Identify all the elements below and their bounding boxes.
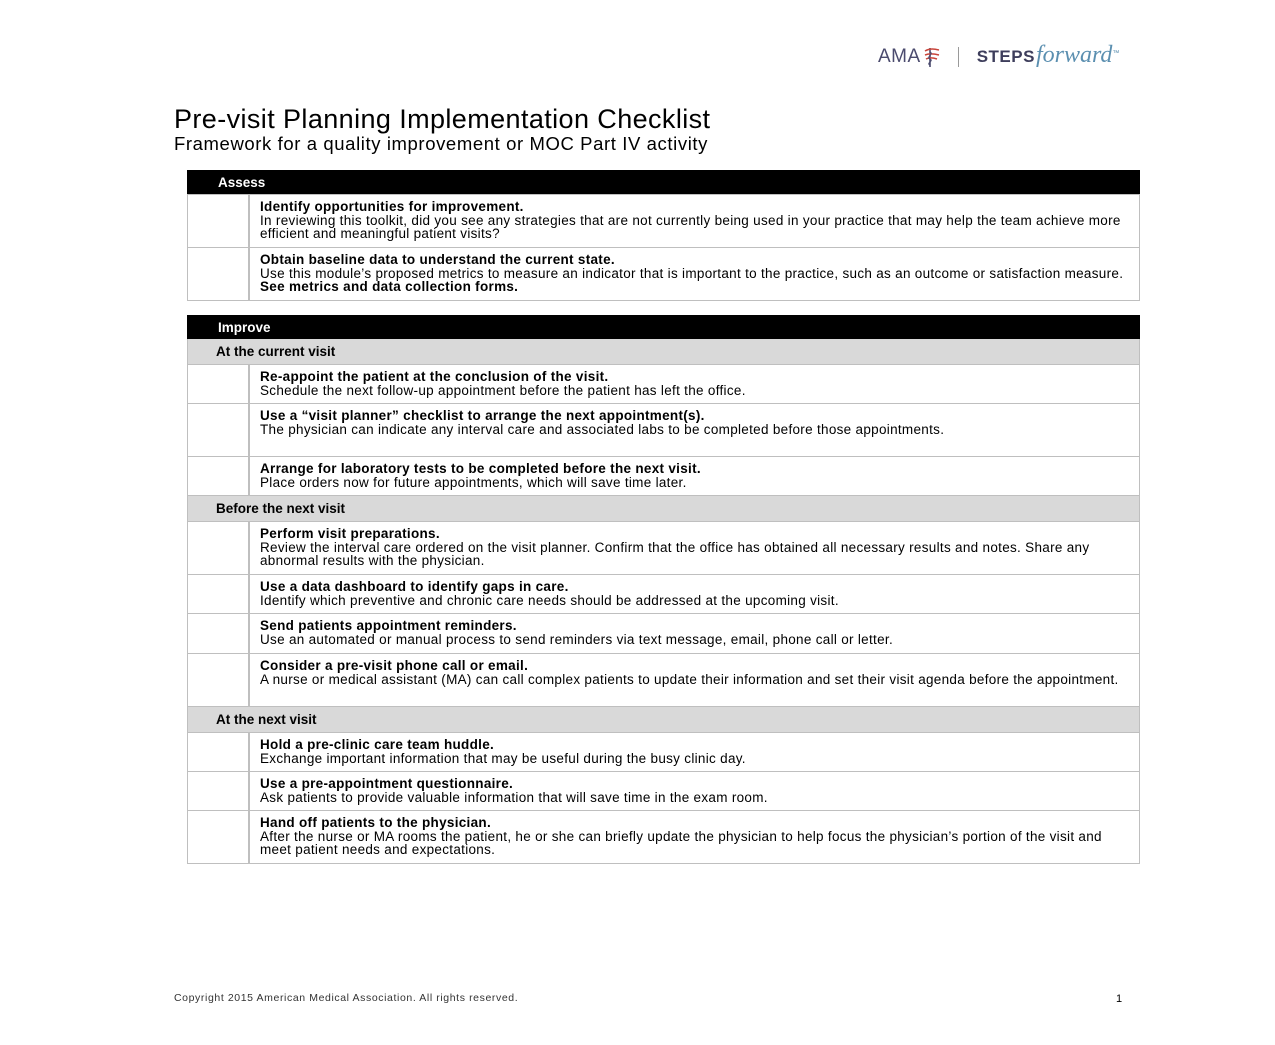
copyright-footer: Copyright 2015 American Medical Association. All rights reserved. — [174, 992, 519, 1004]
checklist-row — [187, 364, 1140, 404]
checklist-item — [250, 248, 1139, 300]
checklist-row — [187, 654, 1140, 707]
checklist-item — [250, 522, 1139, 574]
improve-header: Improve — [187, 315, 1140, 339]
ama-stepsforward-logo — [878, 40, 1119, 74]
page-number: 1 — [1116, 993, 1123, 1005]
checkbox-cell[interactable] — [188, 811, 250, 863]
item-text: The physician can indicate any interval care and associated labs to be completed before those appointments. — [260, 421, 945, 437]
subheading-current-visit: At the current visit — [187, 339, 1140, 364]
item-heading: Re-appoint the patient at the conclusion of the visit. — [260, 369, 609, 384]
checklist-row — [187, 811, 1140, 864]
checkbox-cell[interactable] — [188, 457, 250, 495]
checklist-row — [187, 575, 1140, 614]
item-heading: Send patients appointment reminders. — [260, 618, 517, 633]
checkbox-cell[interactable] — [188, 365, 250, 403]
checklist-row — [187, 457, 1140, 496]
item-text: After the nurse or MA rooms the patient, he or she can briefly update the physician to help focus the physician’s portion of the visit and meet patient needs and expectations. — [260, 828, 1102, 857]
checklist-item — [250, 575, 849, 613]
checkbox-cell[interactable] — [188, 772, 250, 810]
logo-ama-text: AMA — [878, 46, 921, 67]
checklist-item — [250, 195, 1139, 247]
item-text: Place orders now for future appointments, which will save time later. — [260, 474, 687, 490]
checklist-row — [187, 732, 1140, 772]
subheading-before-next-visit: Before the next visit — [187, 496, 1140, 521]
checkbox-cell[interactable] — [188, 575, 250, 613]
item-heading: Hold a pre-clinic care team huddle. — [260, 737, 495, 752]
logo-steps-text: STEPS — [976, 47, 1035, 66]
item-heading: Hand off patients to the physician. — [260, 815, 492, 830]
item-text: In reviewing this toolkit, did you see any strategies that are not currently being used in your practice that may help the team achieve more efficient and meaningful patient visits? — [260, 212, 1121, 241]
item-heading: Use a pre-appointment questionnaire. — [260, 776, 514, 791]
checklist-row — [187, 772, 1140, 811]
item-heading: Identify opportunities for improvement. — [260, 199, 524, 214]
metrics-link-text: See metrics and data collection forms. — [260, 279, 519, 294]
assess-header: Assess — [187, 170, 1140, 194]
subheading-next-visit: At the next visit — [187, 707, 1140, 732]
item-text: A nurse or medical assistant (MA) can call complex patients to update their information and set their visit agenda before the appointment. — [260, 671, 1119, 687]
checklist-item — [250, 811, 1139, 863]
caduceus-icon — [922, 46, 942, 68]
item-text: Exchange important information that may be useful during the busy clinic day. — [260, 750, 746, 766]
checklist-row — [187, 614, 1140, 654]
item-text: Review the interval care ordered on the visit planner. Confirm that the office has obtained all necessary results and notes. Share any abnormal results with the physician. — [260, 539, 1090, 568]
checklist-row — [187, 194, 1140, 248]
checklist-item — [250, 365, 756, 403]
item-heading: Use a data dashboard to identify gaps in care. — [260, 579, 569, 594]
item-text: Identify which preventive and chronic care needs should be addressed at the upcoming visit. — [260, 592, 839, 608]
item-heading: Consider a pre-visit phone call or email. — [260, 658, 529, 673]
checkbox-cell[interactable] — [188, 522, 250, 574]
checklist-item — [250, 404, 954, 456]
checkbox-cell[interactable] — [188, 195, 250, 247]
item-text: Ask patients to provide valuable information that will save time in the exam room. — [260, 789, 768, 805]
item-heading: Arrange for laboratory tests to be completed before the next visit. — [260, 461, 701, 476]
page-subtitle: Framework for a quality improvement or MOC Part IV activity — [174, 133, 709, 154]
item-heading: Use a “visit planner” checklist to arrange the next appointment(s). — [260, 408, 705, 423]
item-heading: Perform visit preparations. — [260, 526, 440, 541]
checkbox-cell[interactable] — [188, 404, 250, 456]
checklist-row — [187, 521, 1140, 575]
checklist-item — [250, 733, 756, 771]
checkbox-cell[interactable] — [188, 614, 250, 653]
item-text: Schedule the next follow-up appointment before the patient has left the office. — [260, 382, 746, 398]
logo-forward-text: forward — [1035, 41, 1113, 68]
checkbox-cell[interactable] — [188, 248, 250, 300]
checklist-row — [187, 248, 1140, 301]
checklist-item — [250, 772, 778, 810]
checklist-row — [187, 404, 1140, 457]
improve-section — [187, 315, 1140, 864]
logo-separator — [958, 47, 959, 67]
checklist-item — [250, 614, 903, 653]
checkbox-cell[interactable] — [188, 733, 250, 771]
item-text: Use an automated or manual process to send reminders via text message, email, phone call or letter. — [260, 631, 894, 647]
item-text: Use this module’s proposed metrics to measure an indicator that is important to the practice, such as an outcome or satisfaction measure. — [260, 265, 1124, 281]
assess-section — [187, 170, 1140, 301]
checklist-item — [250, 654, 1129, 706]
logo-trademark: ™ — [1112, 49, 1120, 57]
page-title: Pre-visit Planning Implementation Checklist — [174, 104, 711, 134]
checklist-item — [250, 457, 711, 495]
checkbox-cell[interactable] — [188, 654, 250, 706]
item-heading: Obtain baseline data to understand the current state. — [260, 252, 615, 267]
